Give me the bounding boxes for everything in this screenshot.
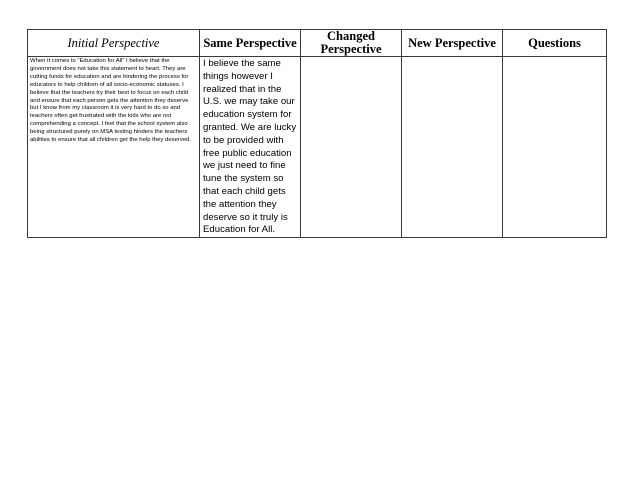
perspective-table	[27, 29, 607, 238]
new-perspective-text	[402, 57, 502, 58]
same-perspective-text: I believe the same things however I realized that in the U.S. we may take our education system for granted. We are lucky to be provided with free public education we just need to fine tune the system so that each child gets the attention they deserve so it truly is Education for All.	[203, 58, 297, 236]
table-row	[28, 57, 607, 238]
changed-perspective-text	[301, 57, 401, 58]
header-changed-perspective: Changed Perspective	[301, 30, 402, 57]
cell-same-perspective	[200, 57, 301, 238]
header-initial-perspective: Initial Perspective	[28, 30, 200, 57]
header-same-perspective: Same Perspective	[200, 30, 301, 57]
cell-initial-perspective	[28, 57, 200, 238]
header-questions: Questions	[503, 30, 607, 57]
header-row	[28, 30, 607, 57]
cell-new-perspective	[402, 57, 503, 238]
initial-perspective-text: When it comes to “Education for All” I believe that the government does not take this statement to heart. They are cutting funds for education and are hindering the process for educators to help children of all socio-economic statuses. I believe that the teachers try their best to focus on each child and ensure that each person gets the attention they deserve but I know from my classroom it is very hard to do so and teachers often get frustrated with the kids who are not comprehending a concept. I feel that the school system also being structured purely on MSA testing hinders the teachers abilities to ensure that all children get the help they deserved.	[30, 58, 192, 144]
cell-questions	[503, 57, 607, 238]
cell-changed-perspective	[301, 57, 402, 238]
header-new-perspective: New Perspective	[402, 30, 503, 57]
questions-text	[503, 57, 606, 58]
